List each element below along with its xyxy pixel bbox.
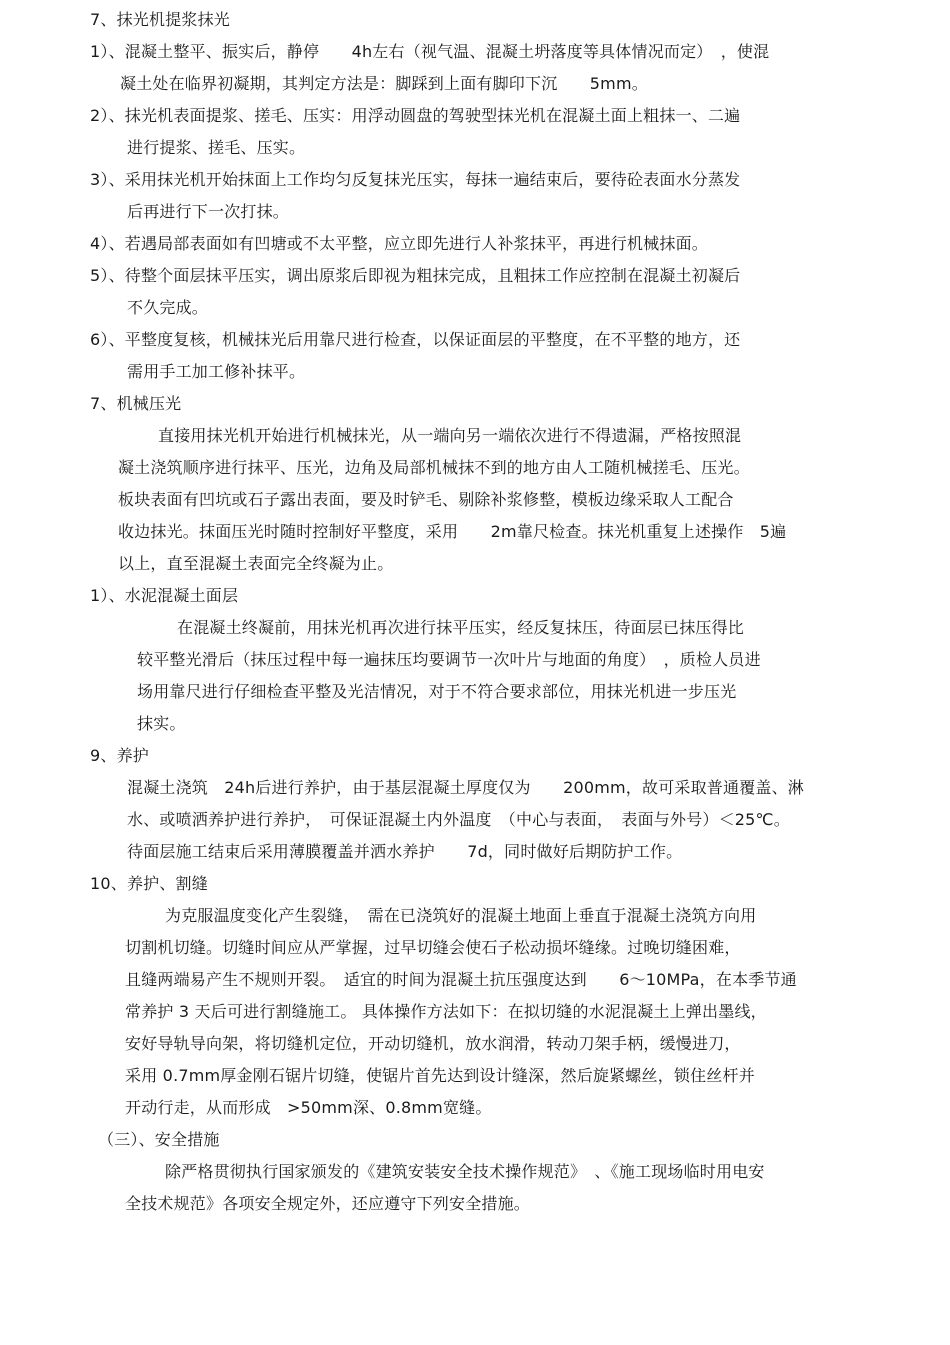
text-line: 需用手工加工修补抹平。 [127, 362, 306, 381]
text-line: 凝土浇筑顺序进行抹平、压光，边角及局部机械抹不到的地方由人工随机械搓毛、压光。 [118, 458, 750, 477]
text-line: 进行提浆、搓毛、压实。 [127, 138, 306, 157]
text-line: 4）、若遇局部表面如有凹塘或不太平整，应立即先进行人补浆抹平，再进行机械抹面。 [90, 234, 708, 253]
text-line: 不久完成。 [127, 298, 209, 317]
text-line: 收边抹光。抹面压光时随时控制好平整度，采用 2m靠尺检查。抹光机重复上述操作 5遍 [118, 522, 787, 541]
text-line: 常养护 3 天后可进行割缝施工。 具体操作方法如下：在拟切缝的水泥混凝土上弹出墨线， [125, 1002, 767, 1021]
text-line: 1）、混凝土整平、振实后，静停 4h左右（视气温、混凝土坍落度等具体情况而定） ，使混 [90, 42, 770, 61]
text-line: 开动行走，从而形成 >50mm深、0.8mm宽缝。 [125, 1098, 492, 1117]
text-line: 直接用抹光机开始进行机械抹光，从一端向另一端依次进行不得遗漏，严格按照混 [158, 426, 742, 445]
heading-curing-cutting: 10、养护、割缝 [90, 874, 208, 893]
text-line: 全技术规范》各项安全规定外，还应遵守下列安全措施。 [125, 1194, 531, 1213]
text-line: 后再进行下一次打抹。 [127, 202, 290, 221]
text-line: 除严格贯彻执行国家颁发的《建筑安装安全技术操作规范》 、《施工现场临时用电安 [165, 1162, 765, 1181]
text-line: 混凝土浇筑 24h后进行养护，由于基层混凝土厚度仅为 200mm，故可采取普通覆盖、淋 [127, 778, 805, 797]
text-line: 抹实。 [137, 714, 186, 733]
text-line: 板块表面有凹坑或石子露出表面，要及时铲毛、剔除补浆修整，模板边缘采取人工配合 [118, 490, 734, 509]
text-line: 以上，直至混凝土表面完全终凝为止。 [118, 554, 394, 573]
text-line: 且缝两端易产生不规则开裂。 适宜的时间为混凝土抗压强度达到 6～10MPa，在本季节通 [125, 970, 797, 989]
heading-safety-measures: （三）、安全措施 [98, 1130, 220, 1149]
text-line: 2）、抹光机表面提浆、搓毛、压实：用浮动圆盘的驾驶型抹光机在混凝土面上粗抹一、二遍 [90, 106, 741, 125]
text-line: 安好导轨导向架，将切缝机定位，开动切缝机，放水润滑，转动刀架手柄，缓慢进刀， [125, 1034, 741, 1053]
heading-machine-pressing: 7、机械压光 [90, 394, 182, 413]
text-line: 为克服温度变化产生裂缝， 需在已浇筑好的混凝土地面上垂直于混凝土浇筑方向用 [165, 906, 757, 925]
text-line: 待面层施工结束后采用薄膜覆盖并洒水养护 7d，同时做好后期防护工作。 [127, 842, 683, 861]
text-line: 较平整光滑后（抹压过程中每一遍抹压均要调节一次叶片与地面的角度） ，质检人员进 [137, 650, 761, 669]
heading-polishing: 7、抹光机提浆抹光 [90, 10, 230, 29]
text-line: 水、或喷洒养护进行养护， 可保证混凝土内外温度 （中心与表面， 表面与外号）＜25℃。 [127, 810, 790, 829]
text-line: 凝土处在临界初凝期，其判定方法是：脚踩到上面有脚印下沉 5mm。 [120, 74, 648, 93]
text-line: 3）、采用抹光机开始抹面上工作均匀反复抹光压实，每抹一遍结束后，要待砼表面水分蒸发 [90, 170, 741, 189]
text-line: 5）、待整个面层抹平压实，调出原浆后即视为粗抹完成，且粗抹工作应控制在混凝土初凝后 [90, 266, 741, 285]
text-line: 场用靠尺进行仔细检查平整及光洁情况，对于不符合要求部位，用抹光机进一步压光 [137, 682, 737, 701]
text-line: 在混凝土终凝前，用抹光机再次进行抹平压实，经反复抹压，待面层已抹压得比 [177, 618, 745, 637]
text-line: 切割机切缝。切缝时间应从严掌握，过早切缝会使石子松动损坏缝缘。过晚切缝困难， [125, 938, 741, 957]
heading-curing: 9、养护 [90, 746, 149, 765]
text-line: 采用 0.7mm厚金刚石锯片切缝，使锯片首先达到设计缝深，然后旋紧螺丝，锁住丝杆并 [125, 1066, 755, 1085]
heading-cement-surface: 1）、水泥混凝土面层 [90, 586, 239, 605]
text-line: 6）、平整度复核，机械抹光后用靠尺进行检查，以保证面层的平整度，在不平整的地方，还 [90, 330, 741, 349]
